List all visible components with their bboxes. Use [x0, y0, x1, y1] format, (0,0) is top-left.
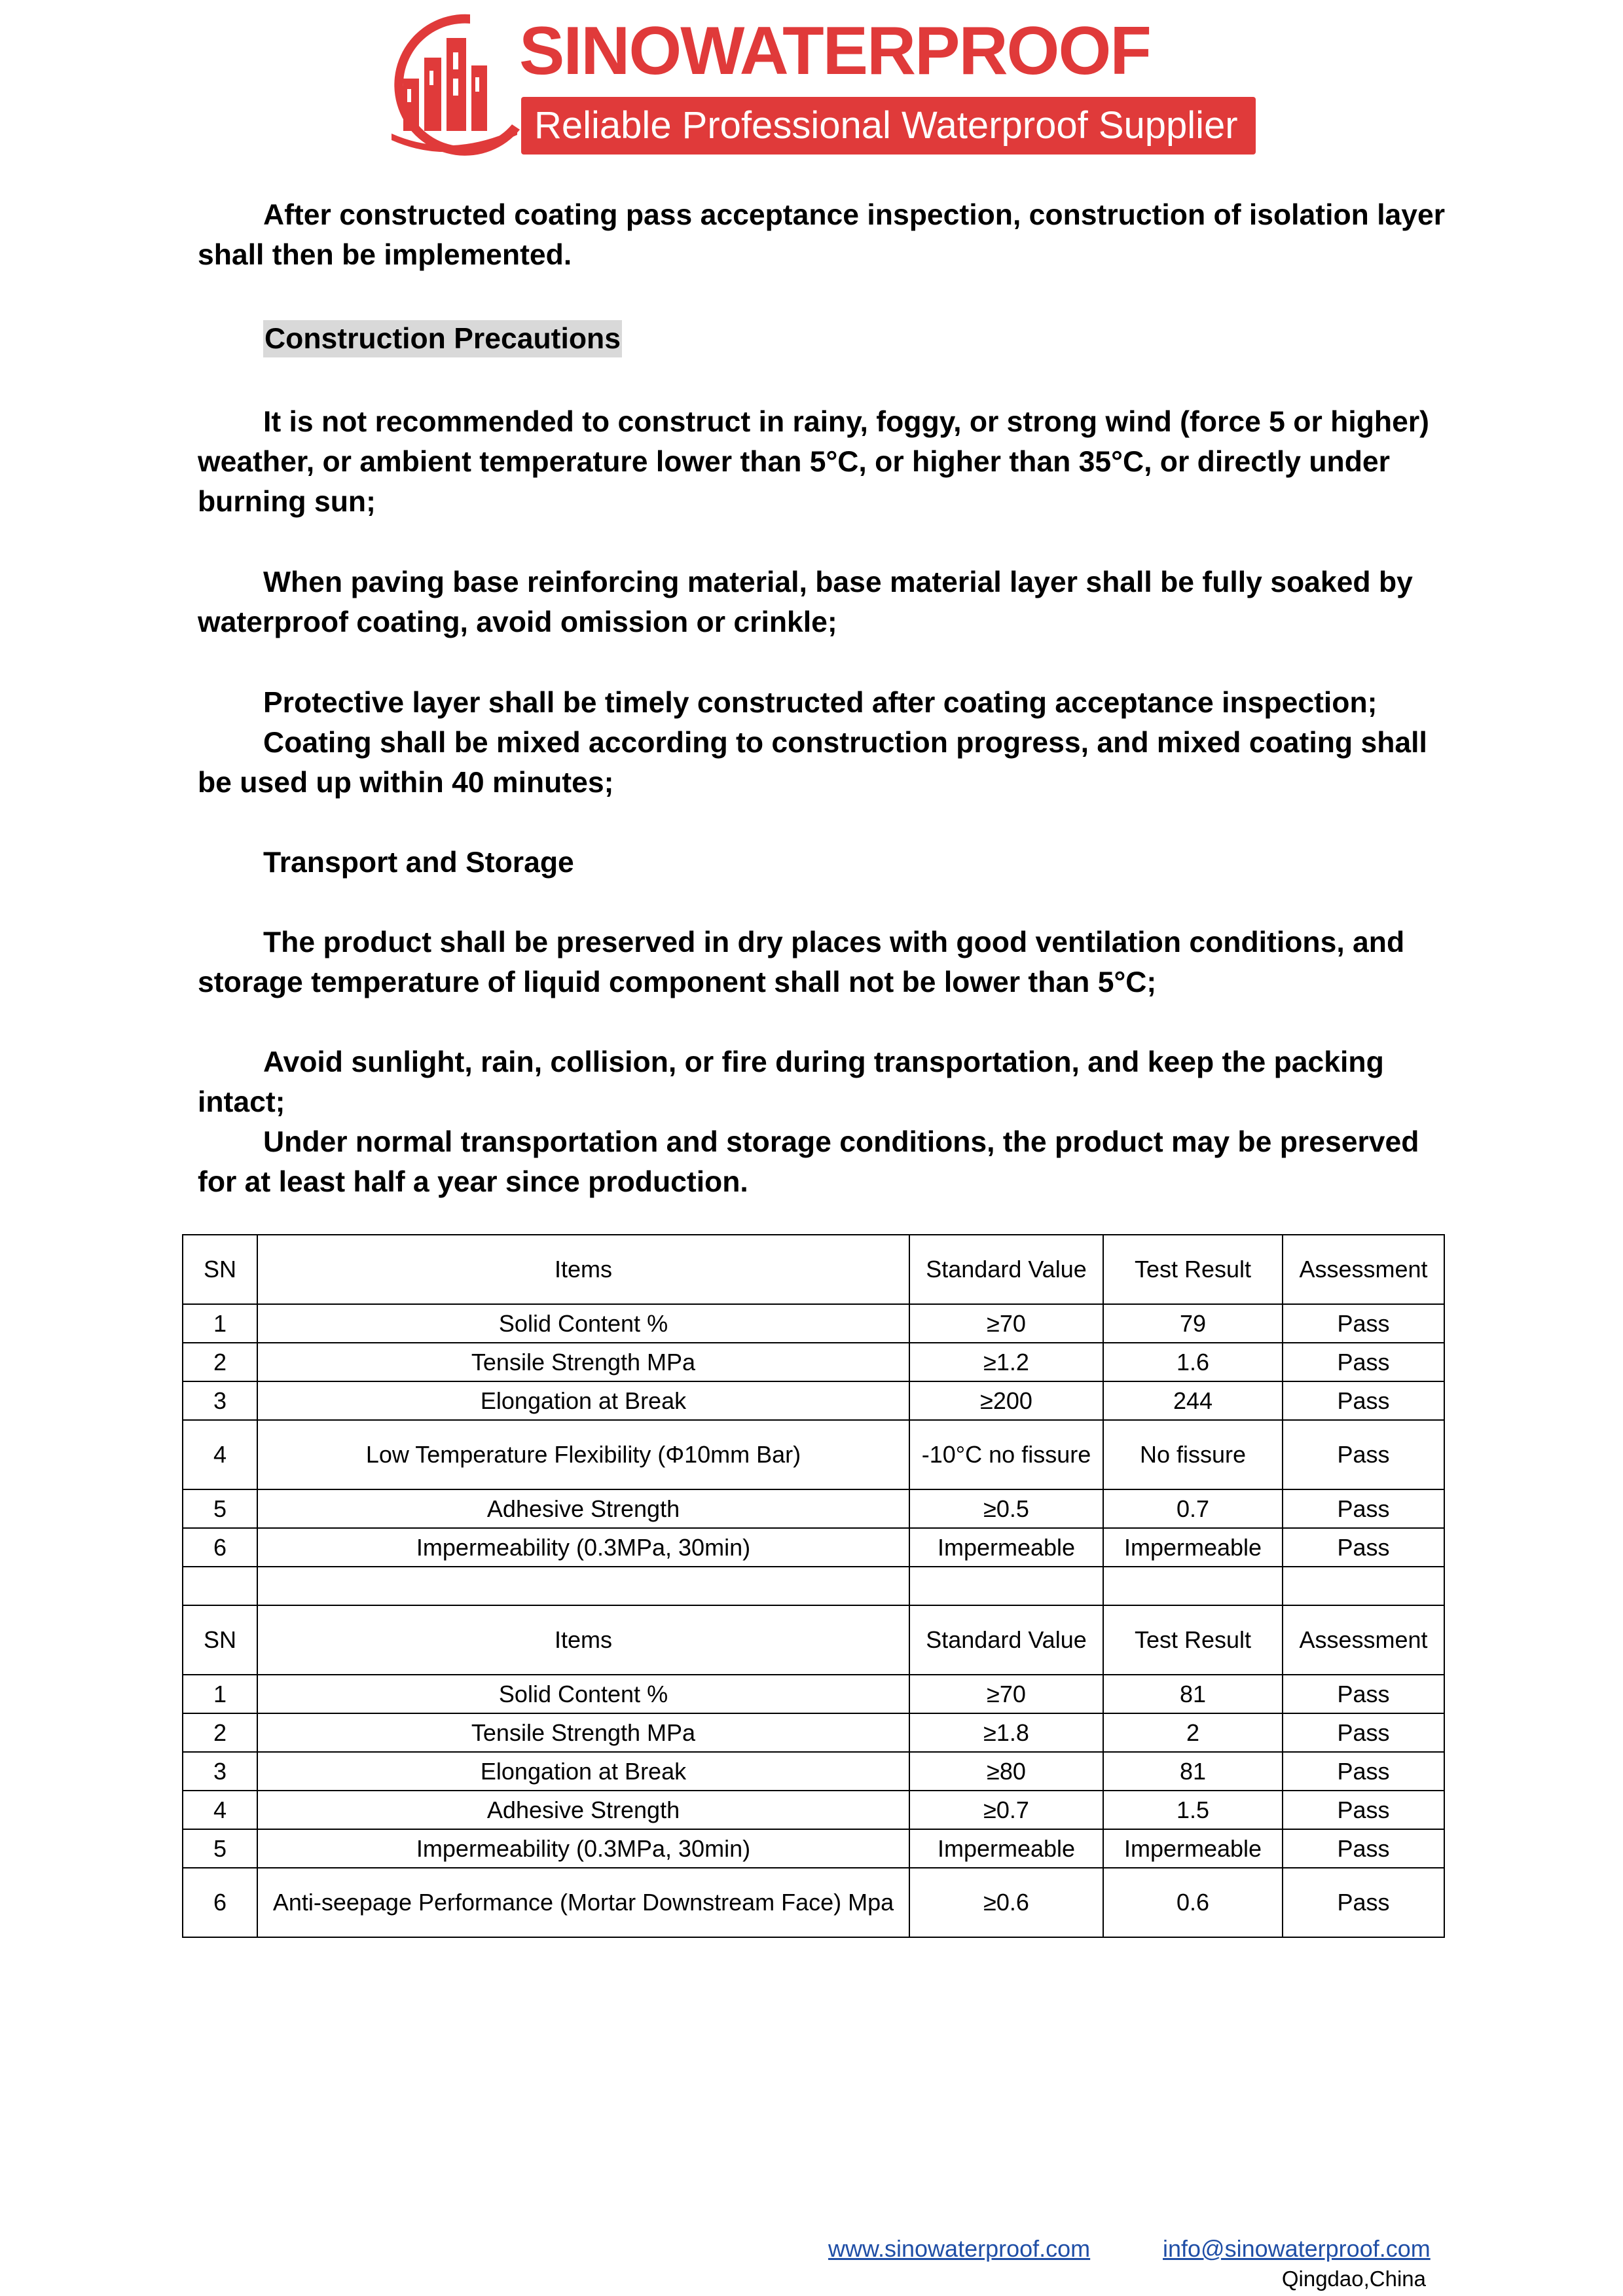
cell-standard: ≥1.8 — [909, 1713, 1103, 1752]
cell-assessment: Pass — [1283, 1489, 1444, 1528]
section-heading-precautions — [198, 319, 1461, 359]
cell-standard: ≥0.5 — [909, 1489, 1103, 1528]
cell-assessment: Pass — [1283, 1791, 1444, 1829]
cell-item: Impermeability (0.3MPa, 30min) — [257, 1829, 909, 1868]
section-heading-transport: Transport and Storage — [263, 847, 574, 879]
cell-item: Tensile Strength MPa — [257, 1343, 909, 1381]
cell-result: 0.7 — [1103, 1489, 1283, 1528]
cell-standard: ≥70 — [909, 1675, 1103, 1713]
cell-standard: Impermeable — [909, 1829, 1103, 1868]
header-test-result: Test Result — [1103, 1235, 1283, 1304]
cell-item: Adhesive Strength — [257, 1791, 909, 1829]
cell-sn: 3 — [183, 1381, 257, 1420]
header-items: Items — [257, 1605, 909, 1675]
cell-result: 81 — [1103, 1675, 1283, 1713]
table-spacer-row — [183, 1567, 1444, 1605]
cell-result: No fissure — [1103, 1420, 1283, 1489]
table-header-row — [183, 1235, 1444, 1304]
table-row — [183, 1868, 1444, 1937]
cell-standard: ≥80 — [909, 1752, 1103, 1791]
header-sn: SN — [183, 1605, 257, 1675]
cell-assessment: Pass — [1283, 1304, 1444, 1343]
paragraph-mixing: Coating shall be mixed according to construction progress, and mixed coating shall be used up within 40 minutes; — [198, 727, 1427, 799]
cell-sn: 2 — [183, 1713, 257, 1752]
cell-assessment: Pass — [1283, 1343, 1444, 1381]
cell-standard: ≥200 — [909, 1381, 1103, 1420]
cell-item: Solid Content % — [257, 1304, 909, 1343]
cell-result: 244 — [1103, 1381, 1283, 1420]
table-row — [183, 1675, 1444, 1713]
paragraph-weather: It is not recommended to construct in rainy, foggy, or strong wind (force 5 or higher) weather, or ambient temperature lower than 5°C, or higher than 35°C, or directly under burning sun; — [198, 406, 1429, 518]
cell-assessment: Pass — [1283, 1752, 1444, 1791]
table-row — [183, 1528, 1444, 1567]
header-sn: SN — [183, 1235, 257, 1304]
header-standard-value: Standard Value — [909, 1605, 1103, 1675]
cell-standard: ≥1.2 — [909, 1343, 1103, 1381]
paragraph-base-material: When paving base reinforcing material, base material layer shall be fully soaked by waterproof coating, avoid omission or crinkle; — [198, 566, 1413, 638]
cell-sn: 5 — [183, 1829, 257, 1868]
cell-sn: 6 — [183, 1528, 257, 1567]
cell-sn: 1 — [183, 1304, 257, 1343]
footer-location: Qingdao,China — [1281, 2267, 1426, 2291]
table-row — [183, 1343, 1444, 1381]
cell-item: Tensile Strength MPa — [257, 1713, 909, 1752]
table-header-row — [183, 1605, 1444, 1675]
company-logo — [372, 5, 1262, 160]
paragraph-transport: Avoid sunlight, rain, collision, or fire during transportation, and keep the packing intact; — [198, 1046, 1384, 1118]
test-results-table — [182, 1234, 1445, 1938]
cell-result: 79 — [1103, 1304, 1283, 1343]
cell-result: 2 — [1103, 1713, 1283, 1752]
table-row — [183, 1489, 1444, 1528]
cell-result: 1.5 — [1103, 1791, 1283, 1829]
header-assessment: Assessment — [1283, 1605, 1444, 1675]
cell-assessment: Pass — [1283, 1868, 1444, 1937]
cell-assessment: Pass — [1283, 1420, 1444, 1489]
cell-result: 1.6 — [1103, 1343, 1283, 1381]
header-assessment: Assessment — [1283, 1235, 1444, 1304]
cell-standard: ≥0.6 — [909, 1868, 1103, 1937]
paragraph-storage: The product shall be preserved in dry places with good ventilation conditions, and storage temperature of liquid component shall not be lower than 5°C; — [198, 926, 1405, 998]
header-test-result: Test Result — [1103, 1605, 1283, 1675]
brand-name: SINOWATERPROOF — [519, 13, 1150, 89]
cell-result: Impermeable — [1103, 1829, 1283, 1868]
building-emblem-icon — [372, 5, 529, 160]
table-row — [183, 1713, 1444, 1752]
cell-result: 81 — [1103, 1752, 1283, 1791]
cell-sn: 4 — [183, 1791, 257, 1829]
heading-precautions-label: Construction Precautions — [263, 320, 622, 357]
paragraph-protective-layer: Protective layer shall be timely constructed after coating acceptance inspection; — [263, 687, 1377, 719]
cell-assessment: Pass — [1283, 1381, 1444, 1420]
table-row — [183, 1420, 1444, 1489]
cell-assessment: Pass — [1283, 1829, 1444, 1868]
cell-result: 0.6 — [1103, 1868, 1283, 1937]
cell-item: Adhesive Strength — [257, 1489, 909, 1528]
table-row — [183, 1791, 1444, 1829]
cell-sn: 5 — [183, 1489, 257, 1528]
cell-item: Solid Content % — [257, 1675, 909, 1713]
table-row — [183, 1829, 1444, 1868]
website-link[interactable]: www.sinowaterproof.com — [828, 2235, 1091, 2262]
cell-sn: 3 — [183, 1752, 257, 1791]
cell-assessment: Pass — [1283, 1675, 1444, 1713]
cell-standard: Impermeable — [909, 1528, 1103, 1567]
cell-item: Impermeability (0.3MPa, 30min) — [257, 1528, 909, 1567]
cell-standard: -10°C no fissure — [909, 1420, 1103, 1489]
cell-item: Low Temperature Flexibility (Φ10mm Bar) — [257, 1420, 909, 1489]
email-link[interactable]: info@sinowaterproof.com — [1163, 2235, 1431, 2262]
header-standard-value: Standard Value — [909, 1235, 1103, 1304]
cell-sn: 4 — [183, 1420, 257, 1489]
cell-assessment: Pass — [1283, 1713, 1444, 1752]
paragraph-shelf-life: Under normal transportation and storage conditions, the product may be preserved for at least half a year since production. — [198, 1126, 1419, 1198]
table-row — [183, 1304, 1444, 1343]
cell-item: Elongation at Break — [257, 1381, 909, 1420]
cell-assessment: Pass — [1283, 1528, 1444, 1567]
table-row — [183, 1381, 1444, 1420]
cell-standard: ≥70 — [909, 1304, 1103, 1343]
cell-sn: 6 — [183, 1868, 257, 1937]
header-items: Items — [257, 1235, 909, 1304]
paragraph-isolation-layer: After constructed coating pass acceptance inspection, construction of isolation layer shall then be implemented. — [198, 199, 1446, 271]
cell-standard: ≥0.7 — [909, 1791, 1103, 1829]
tagline-text: Reliable Professional Waterproof Supplier — [534, 104, 1238, 147]
tagline-banner — [521, 97, 1256, 155]
table-row — [183, 1752, 1444, 1791]
cell-sn: 2 — [183, 1343, 257, 1381]
cell-sn: 1 — [183, 1675, 257, 1713]
cell-result: Impermeable — [1103, 1528, 1283, 1567]
cell-item: Anti-seepage Performance (Mortar Downstream Face) Mpa — [257, 1868, 909, 1937]
cell-item: Elongation at Break — [257, 1752, 909, 1791]
